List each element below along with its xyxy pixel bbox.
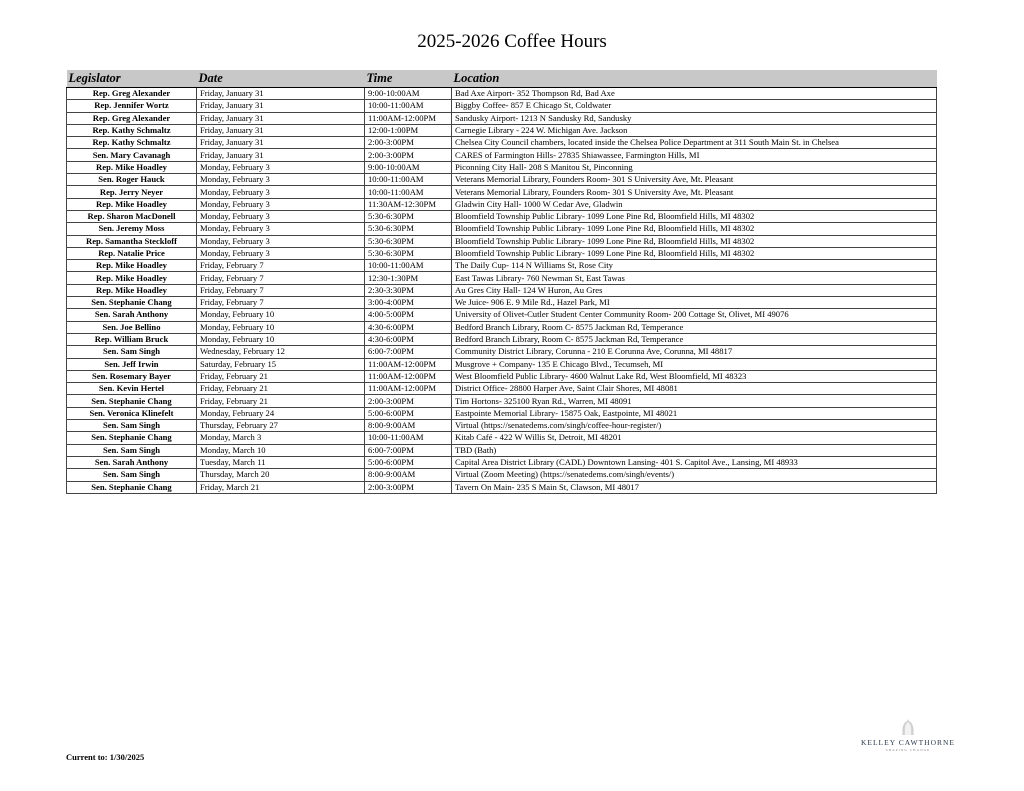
table-row (67, 444, 937, 456)
location-cell: The Daily Cup- 114 N Williams St, Rose City (452, 260, 937, 272)
time-cell: 12:30-1:30PM (365, 272, 452, 284)
location-cell: Biggby Coffee- 857 E Chicago St, Coldwater (452, 100, 937, 112)
date-cell: Monday, February 10 (197, 309, 365, 321)
location-cell: CARES of Farmington Hills- 27835 Shiawassee, Farmington Hills, MI (452, 149, 937, 161)
legislator-cell: Sen. Rosemary Bayer (67, 370, 197, 382)
table-header-row (67, 70, 937, 88)
location-cell: Capital Area District Library (CADL) Downtown Lansing- 401 S. Capitol Ave., Lansing, MI 48933 (452, 456, 937, 468)
location-cell: East Tawas Library- 760 Newman St, East Tawas (452, 272, 937, 284)
date-cell: Friday, January 31 (197, 124, 365, 136)
time-cell: 12:00-1:00PM (365, 124, 452, 136)
date-cell: Friday, January 31 (197, 112, 365, 124)
legislator-cell: Sen. Roger Hauck (67, 174, 197, 186)
table-row (67, 149, 937, 161)
location-cell: Musgrove + Company- 135 E Chicago Blvd., Tecumseh, MI (452, 358, 937, 370)
date-cell: Friday, March 21 (197, 481, 365, 493)
column-header-legislator: Legislator (67, 70, 197, 88)
time-cell: 2:00-3:00PM (365, 481, 452, 493)
time-cell: 5:30-6:30PM (365, 235, 452, 247)
date-cell: Monday, February 10 (197, 321, 365, 333)
legislator-cell: Rep. Mike Hoadley (67, 161, 197, 173)
legislator-cell: Rep. Mike Hoadley (67, 260, 197, 272)
table-row (67, 333, 937, 345)
time-cell: 5:30-6:30PM (365, 247, 452, 259)
date-cell: Monday, February 24 (197, 407, 365, 419)
time-cell: 11:00AM-12:00PM (365, 370, 452, 382)
table-row (67, 297, 937, 309)
time-cell: 8:00-9:00AM (365, 469, 452, 481)
logo-wordmark: KELLEY CAWTHORNE (860, 738, 956, 747)
time-cell: 2:00-3:00PM (365, 395, 452, 407)
legislator-cell: Rep. Kathy Schmaltz (67, 124, 197, 136)
date-cell: Monday, February 3 (197, 174, 365, 186)
table-row (67, 358, 937, 370)
date-cell: Monday, February 3 (197, 235, 365, 247)
table-row (67, 137, 937, 149)
location-cell: Sandusky Airport- 1213 N Sandusky Rd, Sandusky (452, 112, 937, 124)
date-cell: Monday, February 3 (197, 223, 365, 235)
time-cell: 5:30-6:30PM (365, 210, 452, 222)
time-cell: 10:00-11:00AM (365, 186, 452, 198)
location-cell: Virtual (Zoom Meeting) (https://senatedems.com/singh/events/) (452, 469, 937, 481)
legislator-cell: Rep. Mike Hoadley (67, 272, 197, 284)
date-cell: Friday, January 31 (197, 137, 365, 149)
legislator-cell: Sen. Sam Singh (67, 346, 197, 358)
legislator-cell: Sen. Stephanie Chang (67, 297, 197, 309)
table-row (67, 321, 937, 333)
date-cell: Friday, February 7 (197, 260, 365, 272)
legislator-cell: Sen. Sarah Anthony (67, 456, 197, 468)
coffee-hours-table (66, 70, 937, 494)
time-cell: 10:00-11:00AM (365, 432, 452, 444)
table-row (67, 407, 937, 419)
location-cell: Tavern On Main- 235 S Main St, Clawson, MI 48017 (452, 481, 937, 493)
date-cell: Tuesday, March 11 (197, 456, 365, 468)
time-cell: 4:30-6:00PM (365, 321, 452, 333)
time-cell: 10:00-11:00AM (365, 174, 452, 186)
legislator-cell: Rep. Mike Hoadley (67, 284, 197, 296)
legislator-cell: Sen. Stephanie Chang (67, 395, 197, 407)
location-cell: Community District Library, Corunna - 210 E Corunna Ave, Corunna, MI 48817 (452, 346, 937, 358)
time-cell: 3:00-4:00PM (365, 297, 452, 309)
time-cell: 9:00-10:00AM (365, 88, 452, 100)
location-cell: Veterans Memorial Library, Founders Room- 301 S University Ave, Mt. Pleasant (452, 186, 937, 198)
time-cell: 10:00-11:00AM (365, 100, 452, 112)
date-cell: Monday, February 3 (197, 210, 365, 222)
date-cell: Wednesday, February 12 (197, 346, 365, 358)
legislator-cell: Sen. Joe Bellino (67, 321, 197, 333)
time-cell: 5:00-6:00PM (365, 456, 452, 468)
table-row (67, 247, 937, 259)
legislator-cell: Sen. Veronica Klinefelt (67, 407, 197, 419)
table-row (67, 432, 937, 444)
date-cell: Monday, February 3 (197, 186, 365, 198)
table-row (67, 235, 937, 247)
table-row (67, 210, 937, 222)
table-row (67, 481, 937, 493)
location-cell: Eastpointe Memorial Library- 15875 Oak, Eastpointe, MI 48021 (452, 407, 937, 419)
table-row (67, 223, 937, 235)
table-row (67, 161, 937, 173)
date-cell: Monday, February 3 (197, 161, 365, 173)
location-cell: University of Olivet-Cutler Student Center Community Room- 200 Cottage St, Olivet, MI 49076 (452, 309, 937, 321)
location-cell: Virtual (https://senatedems.com/singh/coffee-hour-register/) (452, 420, 937, 432)
legislator-cell: Sen. Sam Singh (67, 444, 197, 456)
time-cell: 10:00-11:00AM (365, 260, 452, 272)
date-cell: Friday, February 7 (197, 284, 365, 296)
location-cell: Bloomfield Township Public Library- 1099 Lone Pine Rd, Bloomfield Hills, MI 48302 (452, 235, 937, 247)
date-cell: Monday, February 3 (197, 198, 365, 210)
location-cell: Au Gres City Hall- 124 W Huron, Au Gres (452, 284, 937, 296)
location-cell: We Juice- 906 E. 9 Mile Rd., Hazel Park, MI (452, 297, 937, 309)
time-cell: 6:00-7:00PM (365, 346, 452, 358)
location-cell: Carnegie Library - 224 W. Michigan Ave. Jackson (452, 124, 937, 136)
table-row (67, 284, 937, 296)
time-cell: 5:00-6:00PM (365, 407, 452, 419)
table-row (67, 174, 937, 186)
date-cell: Thursday, March 20 (197, 469, 365, 481)
date-cell: Friday, February 7 (197, 297, 365, 309)
table-body (67, 88, 937, 494)
legislator-cell: Rep. Samantha Steckloff (67, 235, 197, 247)
location-cell: Bad Axe Airport- 352 Thompson Rd, Bad Axe (452, 88, 937, 100)
page-title: 2025-2026 Coffee Hours (417, 31, 607, 52)
legislator-cell: Sen. Kevin Hertel (67, 383, 197, 395)
location-cell: Chelsea City Council chambers, located inside the Chelsea Police Department at 311 South Main St. in Chelsea (452, 137, 937, 149)
legislator-cell: Sen. Sam Singh (67, 420, 197, 432)
date-cell: Saturday, February 15 (197, 358, 365, 370)
capitol-dome-icon (898, 718, 918, 736)
time-cell: 4:00-5:00PM (365, 309, 452, 321)
time-cell: 11:30AM-12:30PM (365, 198, 452, 210)
location-cell: West Bloomfield Public Library- 4600 Walnut Lake Rd, West Bloomfield, MI 48323 (452, 370, 937, 382)
table-row (67, 456, 937, 468)
time-cell: 11:00AM-12:00PM (365, 112, 452, 124)
date-cell: Monday, February 10 (197, 333, 365, 345)
location-cell: Bedford Branch Library, Room C- 8575 Jackman Rd, Temperance (452, 333, 937, 345)
table-row (67, 420, 937, 432)
location-cell: Piconning City Hall- 208 S Manitou St, Pinconning (452, 161, 937, 173)
legislator-cell: Rep. Greg Alexander (67, 112, 197, 124)
table-row (67, 346, 937, 358)
table-row (67, 198, 937, 210)
time-cell: 2:00-3:00PM (365, 149, 452, 161)
table-row (67, 395, 937, 407)
time-cell: 9:00-10:00AM (365, 161, 452, 173)
table-row (67, 124, 937, 136)
date-cell: Friday, February 21 (197, 370, 365, 382)
location-cell: TBD (Bath) (452, 444, 937, 456)
column-header-time: Time (365, 70, 452, 88)
location-cell: Bedford Branch Library, Room C- 8575 Jackman Rd, Temperance (452, 321, 937, 333)
time-cell: 11:00AM-12:00PM (365, 383, 452, 395)
time-cell: 11:00AM-12:00PM (365, 358, 452, 370)
location-cell: Kitab Café - 422 W Willis St, Detroit, MI 48201 (452, 432, 937, 444)
legislator-cell: Sen. Stephanie Chang (67, 481, 197, 493)
table-row (67, 88, 937, 100)
location-cell: Gladwin City Hall- 1000 W Cedar Ave, Gladwin (452, 198, 937, 210)
legislator-cell: Rep. Greg Alexander (67, 88, 197, 100)
table-row (67, 260, 937, 272)
table-row (67, 469, 937, 481)
legislator-cell: Rep. William Bruck (67, 333, 197, 345)
location-cell: District Office- 28800 Harper Ave, Saint Clair Shores, MI 48081 (452, 383, 937, 395)
date-cell: Monday, February 3 (197, 247, 365, 259)
legislator-cell: Rep. Jerry Neyer (67, 186, 197, 198)
date-cell: Friday, February 21 (197, 383, 365, 395)
table-row (67, 309, 937, 321)
legislator-cell: Sen. Sarah Anthony (67, 309, 197, 321)
table-row (67, 100, 937, 112)
date-cell: Friday, January 31 (197, 100, 365, 112)
date-cell: Friday, January 31 (197, 149, 365, 161)
column-header-date: Date (197, 70, 365, 88)
kelley-cawthorne-logo (858, 718, 958, 752)
time-cell: 2:00-3:00PM (365, 137, 452, 149)
time-cell: 8:00-9:00AM (365, 420, 452, 432)
location-cell: Tim Hortons- 325100 Ryan Rd., Warren, MI 48091 (452, 395, 937, 407)
date-cell: Monday, March 3 (197, 432, 365, 444)
current-as-of-date: Current to: 1/30/2025 (66, 752, 145, 762)
location-cell: Bloomfield Township Public Library- 1099 Lone Pine Rd, Bloomfield Hills, MI 48302 (452, 247, 937, 259)
legislator-cell: Sen. Sam Singh (67, 469, 197, 481)
legislator-cell: Sen. Jeremy Moss (67, 223, 197, 235)
legislator-cell: Sen. Mary Cavanagh (67, 149, 197, 161)
location-cell: Bloomfield Township Public Library- 1099 Lone Pine Rd, Bloomfield Hills, MI 48302 (452, 210, 937, 222)
legislator-cell: Rep. Mike Hoadley (67, 198, 197, 210)
table-row (67, 112, 937, 124)
table-row (67, 272, 937, 284)
legislator-cell: Rep. Kathy Schmaltz (67, 137, 197, 149)
location-cell: Veterans Memorial Library, Founders Room- 301 S University Ave, Mt. Pleasant (452, 174, 937, 186)
time-cell: 4:30-6:00PM (365, 333, 452, 345)
legislator-cell: Sen. Jeff Irwin (67, 358, 197, 370)
location-cell: Bloomfield Township Public Library- 1099 Lone Pine Rd, Bloomfield Hills, MI 48302 (452, 223, 937, 235)
legislator-cell: Rep. Jennifer Wortz (67, 100, 197, 112)
legislator-cell: Rep. Natalie Price (67, 247, 197, 259)
table-row (67, 383, 937, 395)
date-cell: Monday, March 10 (197, 444, 365, 456)
legislator-cell: Rep. Sharon MacDonell (67, 210, 197, 222)
column-header-location: Location (452, 70, 937, 88)
time-cell: 5:30-6:30PM (365, 223, 452, 235)
date-cell: Thursday, February 27 (197, 420, 365, 432)
time-cell: 2:30-3:30PM (365, 284, 452, 296)
logo-tagline: SHAPING CHANGE (885, 748, 931, 752)
date-cell: Friday, January 31 (197, 88, 365, 100)
date-cell: Friday, February 21 (197, 395, 365, 407)
time-cell: 6:00-7:00PM (365, 444, 452, 456)
table-row (67, 186, 937, 198)
table-row (67, 370, 937, 382)
date-cell: Friday, February 7 (197, 272, 365, 284)
legislator-cell: Sen. Stephanie Chang (67, 432, 197, 444)
